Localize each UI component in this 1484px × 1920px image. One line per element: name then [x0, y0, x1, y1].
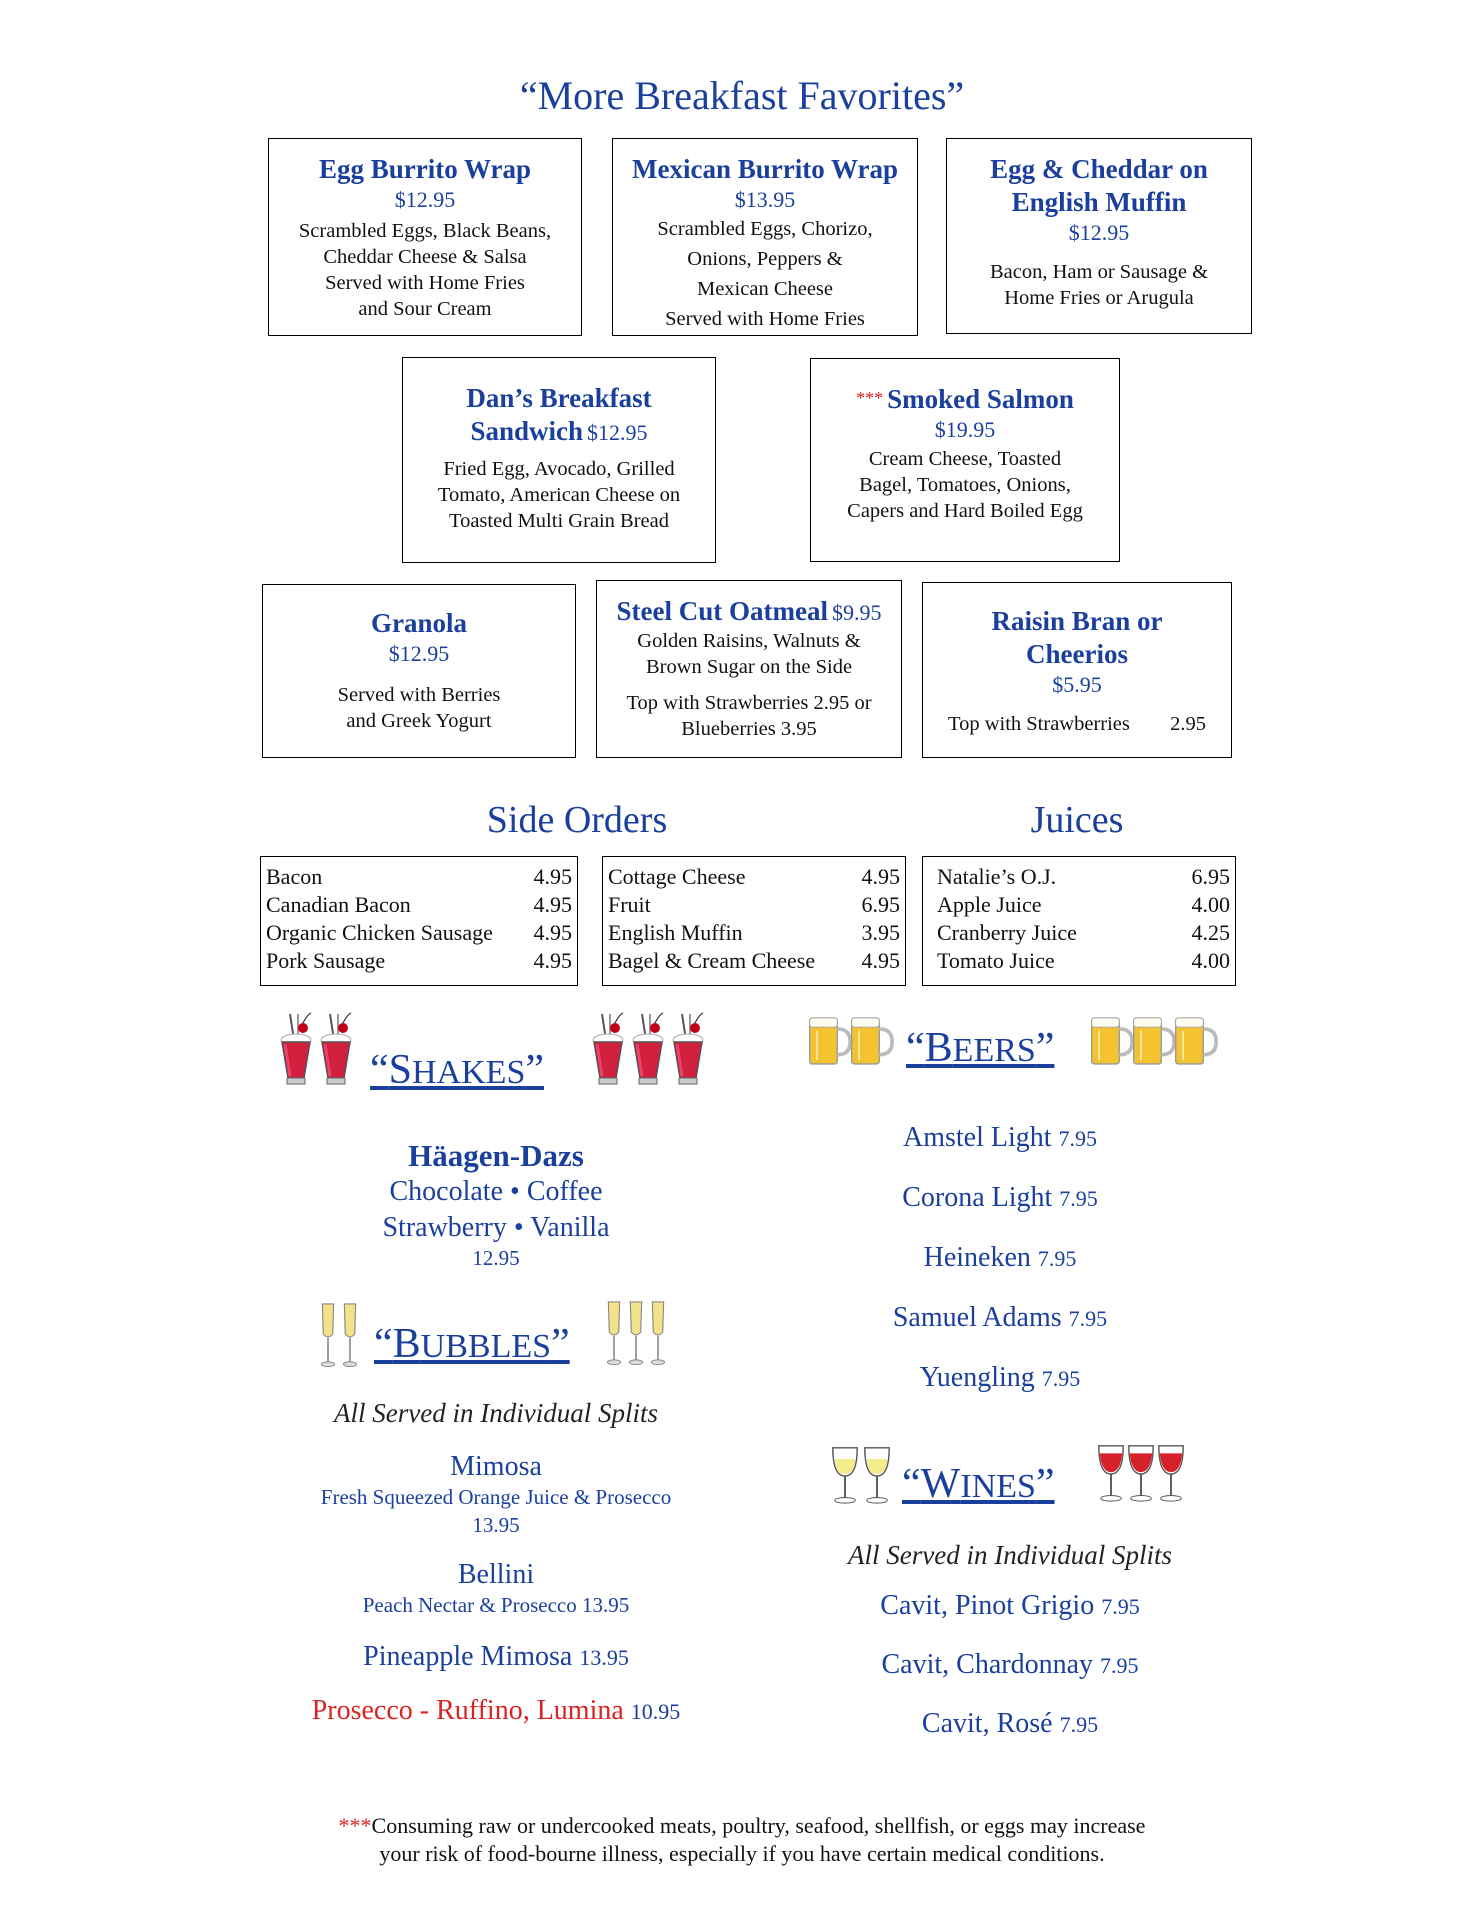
- shakes-price: 12.95: [472, 1246, 520, 1270]
- side-row: [266, 863, 572, 891]
- juice-price: 6.95: [1191, 864, 1230, 889]
- side-name: Fruit: [608, 892, 651, 917]
- desc-line: Scrambled Eggs, Black Beans,: [298, 220, 552, 242]
- side-price: 4.95: [861, 948, 900, 973]
- wine-name: Cavit, Pinot Grigio: [880, 1590, 1095, 1621]
- item-name-line1: Egg & Cheddar on: [990, 154, 1208, 184]
- item-name-line1: Dan’s Breakfast: [466, 383, 652, 413]
- champagne-flute-icon: [626, 1300, 646, 1366]
- wine-item: [790, 1577, 1230, 1636]
- bubbles-section: [256, 1398, 736, 1727]
- desc-line: and Sour Cream: [358, 298, 492, 320]
- milkshake-icon: [628, 1010, 668, 1090]
- item-price: $12.95: [388, 641, 450, 666]
- item-name-line2: Cheerios: [1026, 639, 1128, 669]
- menu-item-egg-burrito: [268, 138, 582, 336]
- milkshake-icon: [316, 1010, 356, 1090]
- champagne-flute-icon: [648, 1300, 668, 1366]
- desc-line: Served with Home Fries: [665, 308, 865, 330]
- beer-item: [820, 1288, 1180, 1348]
- desc-line: Brown Sugar on the Side: [645, 656, 853, 678]
- champagne-flute-icon: [604, 1300, 624, 1366]
- side-row: [608, 891, 900, 919]
- wine-name: Cavit, Rosé: [921, 1708, 1053, 1739]
- item-name: Egg Burrito Wrap: [318, 154, 532, 184]
- desc-line: Bagel, Tomatoes, Onions,: [859, 474, 1071, 496]
- juice-price: 4.00: [1191, 948, 1230, 973]
- item-name: Granola: [370, 608, 467, 638]
- side-name: Organic Chicken Sausage: [266, 920, 493, 945]
- beer-item: [820, 1228, 1180, 1288]
- title-initial: B: [924, 1025, 953, 1071]
- side-row: [266, 947, 572, 975]
- juice-name: Tomato Juice: [937, 948, 1055, 973]
- title-initial: W: [920, 1461, 961, 1507]
- title-initial: S: [388, 1047, 413, 1093]
- beer-name: Samuel Adams: [892, 1302, 1062, 1333]
- desc-line: Top with Strawberries 2.95 or: [626, 692, 872, 714]
- menu-item-raisin-bran: [922, 582, 1232, 758]
- side-row: [266, 919, 572, 947]
- wines-title: [902, 1460, 1055, 1508]
- item-price: $9.95: [831, 600, 882, 625]
- beer-name: Amstel Light: [902, 1122, 1052, 1153]
- milkshake-icon: [668, 1010, 708, 1090]
- beer-item: [820, 1108, 1180, 1168]
- juices-title: Juices: [1030, 799, 1124, 841]
- wines-section: [790, 1540, 1230, 1754]
- side-row: [608, 919, 900, 947]
- juice-name: Natalie’s O.J.: [937, 864, 1057, 889]
- juice-price: 4.00: [1191, 892, 1230, 917]
- beer-mug-icon: [1130, 1012, 1176, 1068]
- title-rest: HAKES: [412, 1054, 526, 1091]
- desc-line: Capers and Hard Boiled Egg: [847, 500, 1083, 522]
- juice-row: [937, 863, 1230, 891]
- pineapple-mimosa: [256, 1641, 736, 1673]
- red-wine-glass-icon: [1156, 1442, 1186, 1504]
- beer-mug-icon: [1172, 1012, 1218, 1068]
- wines-note: All Served in Individual Splits: [848, 1540, 1172, 1570]
- item-price: $12.95: [394, 187, 456, 212]
- juice-name: Cranberry Juice: [937, 920, 1077, 945]
- bubbles-header: [318, 1298, 698, 1374]
- title-rest: INES: [960, 1468, 1036, 1505]
- quote-close: ”: [1035, 1025, 1055, 1071]
- side-name: Pork Sausage: [266, 948, 386, 973]
- mimosa-desc: Fresh Squeezed Orange Juice & Prosecco: [320, 1485, 672, 1509]
- beer-name: Heineken: [923, 1242, 1031, 1273]
- red-wine-glass-icon: [1126, 1442, 1156, 1504]
- beer-price: 7.95: [1059, 1186, 1098, 1211]
- title-initial: B: [392, 1321, 421, 1367]
- side-price: 4.95: [533, 892, 572, 917]
- menu-item-egg-cheddar-muffin: [946, 138, 1252, 334]
- side-name: Canadian Bacon: [266, 892, 411, 917]
- item-name: Mexican Burrito Wrap: [632, 154, 898, 184]
- side-orders-title: Side Orders: [486, 799, 668, 841]
- red-wine-glass-icon: [1096, 1442, 1126, 1504]
- bubbles-note: All Served in Individual Splits: [334, 1398, 658, 1428]
- side-price: 4.95: [533, 948, 572, 973]
- item-name-line2: English Muffin: [1011, 187, 1187, 217]
- side-row: [266, 891, 572, 919]
- beers-title: [906, 1024, 1054, 1072]
- side-name: Cottage Cheese: [608, 864, 746, 889]
- wine-price: 7.95: [1101, 1594, 1140, 1619]
- disclaimer-marker: ***: [338, 1813, 372, 1838]
- desc-line: Cheddar Cheese & Salsa: [323, 246, 527, 268]
- desc-line: Toasted Multi Grain Bread: [448, 510, 670, 532]
- beer-item: [820, 1168, 1180, 1228]
- beer-price: 7.95: [1058, 1126, 1098, 1151]
- wine-price: 7.95: [1059, 1712, 1099, 1737]
- item-price: $12.95: [1068, 220, 1130, 245]
- title-rest: UBBLES: [420, 1328, 552, 1365]
- white-wine-glass-icon: [862, 1444, 892, 1506]
- beer-name: Yuengling: [919, 1362, 1035, 1393]
- menu-item-mexican-burrito: [612, 138, 918, 336]
- item-name-line1: Raisin Bran or: [991, 606, 1163, 636]
- side-name: Bacon: [266, 864, 323, 889]
- juice-row: [937, 919, 1230, 947]
- juices-table: [922, 856, 1236, 986]
- shakes-flavors-2: Strawberry • Vanilla: [382, 1212, 610, 1243]
- desc-line: Bacon, Ham or Sausage &: [989, 261, 1209, 283]
- item-name: Smoked Salmon: [887, 384, 1074, 414]
- quote-open: “: [374, 1321, 393, 1367]
- quote-open: “: [902, 1461, 921, 1507]
- desc-line: Blueberries 3.95: [681, 718, 817, 740]
- side-orders-right: [602, 856, 906, 986]
- shakes-flavors-1: Chocolate • Coffee: [389, 1176, 603, 1207]
- bubbles-title: [374, 1320, 570, 1368]
- page-title: “More Breakfast Favorites”: [519, 73, 965, 118]
- prosecco-price: 10.95: [630, 1699, 681, 1724]
- quote-open: “: [906, 1025, 925, 1071]
- side-name: English Muffin: [608, 920, 743, 945]
- item-price: $12.95: [587, 420, 648, 445]
- beer-name: Corona Light: [902, 1182, 1053, 1213]
- quote-close: ”: [525, 1047, 545, 1093]
- shakes-header: [276, 1010, 716, 1106]
- menu-item-steel-cut-oatmeal: [596, 580, 902, 758]
- item-price: $19.95: [934, 417, 996, 442]
- desc-line: Scrambled Eggs, Chorizo,: [657, 218, 873, 240]
- side-row: [608, 863, 900, 891]
- shakes-title: [370, 1046, 544, 1094]
- wine-item: [790, 1636, 1230, 1695]
- bellini-name: Bellini: [457, 1559, 535, 1590]
- side-name: Bagel & Cream Cheese: [608, 948, 816, 973]
- pineapple-name: Pineapple Mimosa: [363, 1641, 573, 1672]
- desc-line: Mexican Cheese: [696, 278, 834, 300]
- beers-list: [820, 1108, 1180, 1408]
- side-price: 6.95: [861, 892, 900, 917]
- wine-price: 7.95: [1100, 1653, 1139, 1678]
- menu-item-granola: [262, 584, 576, 758]
- desc-line: Served with Berries: [337, 684, 501, 706]
- shakes-section: [296, 1138, 696, 1271]
- item-price: $13.95: [734, 187, 796, 212]
- mimosa-price: 13.95: [472, 1513, 520, 1537]
- side-orders-left: [260, 856, 578, 986]
- allergy-disclaimer: [180, 1812, 1304, 1868]
- prosecco: [256, 1695, 736, 1727]
- quote-close: ”: [551, 1321, 570, 1367]
- prosecco-name: Prosecco - Ruffino, Lumina: [311, 1695, 624, 1726]
- side-price: 3.95: [861, 920, 900, 945]
- disclaimer-line1: Consuming raw or undercooked meats, poultry, seafood, shellfish, or eggs may increase: [371, 1813, 1146, 1838]
- menu-item-smoked-salmon: [810, 358, 1120, 562]
- desc-line: Onions, Peppers &: [687, 248, 843, 270]
- disclaimer-line2: your risk of food-bourne illness, especially if you have certain medical conditions.: [379, 1841, 1105, 1866]
- side-price: 4.95: [533, 864, 572, 889]
- shakes-brand: Häagen-Dazs: [408, 1138, 584, 1173]
- juice-price: 4.25: [1191, 920, 1230, 945]
- milkshake-icon: [588, 1010, 628, 1090]
- juice-row: [937, 891, 1230, 919]
- beer-price: 7.95: [1041, 1366, 1081, 1391]
- mimosa-name: Mimosa: [450, 1451, 542, 1482]
- wine-item: [790, 1695, 1230, 1754]
- wines-header: [830, 1438, 1200, 1514]
- beer-price: 7.95: [1037, 1246, 1077, 1271]
- menu-item-dans-sandwich: [402, 357, 716, 563]
- beer-price: 7.95: [1068, 1306, 1108, 1331]
- juice-row: [937, 947, 1230, 975]
- champagne-flute-icon: [318, 1302, 338, 1368]
- item-name-line2: Sandwich: [470, 416, 584, 446]
- beers-header: [806, 1010, 1226, 1090]
- item-price: $5.95: [1052, 672, 1102, 697]
- beer-mug-icon: [1088, 1012, 1134, 1068]
- desc-line: Cream Cheese, Toasted: [868, 448, 1062, 470]
- side-price: 4.95: [861, 864, 900, 889]
- desc-line: Tomato, American Cheese on: [437, 484, 681, 506]
- item-name: Steel Cut Oatmeal: [616, 596, 828, 626]
- desc-line: Fried Egg, Avocado, Grilled: [443, 458, 675, 480]
- quote-close: ”: [1035, 1461, 1055, 1507]
- extra-price: 2.95: [1170, 713, 1206, 735]
- desc-line: and Greek Yogurt: [346, 710, 492, 732]
- white-wine-glass-icon: [830, 1444, 860, 1506]
- extra-label: Top with Strawberries: [947, 713, 1130, 735]
- champagne-flute-icon: [340, 1302, 360, 1368]
- milkshake-icon: [276, 1010, 316, 1090]
- desc-line: Served with Home Fries: [325, 272, 525, 294]
- desc-line: Golden Raisins, Walnuts &: [637, 630, 861, 652]
- title-rest: EERS: [952, 1032, 1036, 1069]
- desc-line: Home Fries or Arugula: [1004, 287, 1194, 309]
- beer-item: [820, 1348, 1180, 1408]
- quote-open: “: [370, 1047, 389, 1093]
- allergy-marker: ***: [856, 388, 884, 408]
- juice-name: Apple Juice: [937, 892, 1042, 917]
- wine-name: Cavit, Chardonnay: [881, 1649, 1094, 1680]
- beer-mug-icon: [848, 1012, 894, 1068]
- bellini-desc: Peach Nectar & Prosecco 13.95: [362, 1593, 630, 1617]
- pineapple-price: 13.95: [579, 1645, 629, 1670]
- side-row: [608, 947, 900, 975]
- beer-mug-icon: [806, 1012, 852, 1068]
- side-price: 4.95: [533, 920, 572, 945]
